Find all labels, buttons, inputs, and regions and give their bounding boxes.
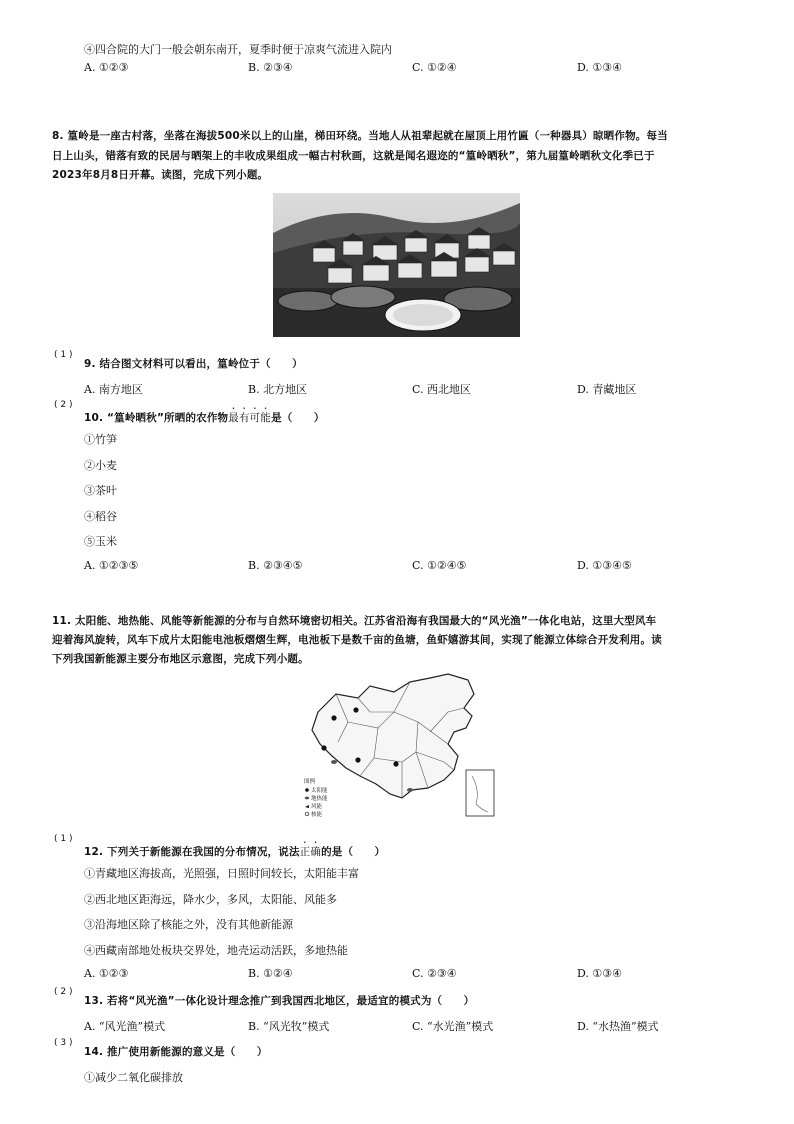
q9-option-c: C. 西北地区	[412, 383, 472, 396]
geothermal-marker	[407, 788, 413, 792]
legend-nuclear: 核能	[311, 812, 323, 818]
q13-stem: 13. 若将“风光渔”一体化设计理念推广到我国西北地区，最适宜的模式为（ ）	[84, 995, 475, 1007]
q10-item-1: ①竹笋	[84, 433, 117, 446]
q13-option-d: D. “水热渔”模式	[577, 1020, 659, 1033]
q7-item-4: ④四合院的大门一般会朝东南开，夏季时便于凉爽气流进入院内	[84, 43, 392, 56]
q13-option-c: C. “水光渔”模式	[412, 1020, 494, 1033]
q7-option-c: C. ①②④	[412, 61, 457, 74]
q12-option-d: D. ①③④	[577, 967, 623, 980]
q12-sub-index: ( 1 )	[54, 834, 73, 844]
q14-sub-index: ( 3 )	[54, 1038, 73, 1048]
q10-item-2: ②小麦	[84, 459, 117, 472]
q10-sub-index: ( 2 )	[54, 400, 73, 410]
china-new-energy-map	[298, 672, 498, 820]
q12-option-c: C. ②③④	[412, 967, 457, 980]
q14-stem: 14. 推广使用新能源的意义是（ ）	[84, 1046, 268, 1058]
q12-emphasis: 正确	[299, 846, 322, 858]
q8-stem-line-3: 2023年8月8日开幕。读图，完成下列小题。	[52, 169, 269, 181]
q9-sub-index: ( 1 )	[54, 350, 73, 360]
solar-marker	[331, 715, 336, 720]
q10-option-b: B. ②③④⑤	[248, 559, 303, 572]
q10-stem: 10. “篁岭晒秋”所晒的农作物最有可能是（ ）	[84, 412, 325, 424]
q10-emphasis: 最有可能	[228, 412, 272, 424]
q9-option-d: D. 青藏地区	[577, 383, 637, 396]
q7-option-a: A. ①②③	[84, 61, 129, 74]
q12-item-2: ②西北地区距海远，降水少，多风，太阳能、风能多	[84, 893, 337, 906]
q12-item-1: ①青藏地区海拔高，光照强，日照时间较长，太阳能丰富	[84, 867, 359, 880]
solar-marker	[393, 761, 398, 766]
q10-item-4: ④稻谷	[84, 510, 117, 523]
q12-item-4: ④西藏南部地处板块交界处，地壳运动活跃，多地热能	[84, 944, 348, 957]
legend-wind: 风能	[311, 804, 323, 810]
legend-geothermal: 地热能	[311, 796, 328, 802]
q12-option-b: B. ①②④	[248, 967, 293, 980]
q11-stem-line-1: 11. 太阳能、地热能、风能等新能源的分布与自然环境密切相关。江苏省沿海有我国最大的“风光渔”一体化电站，这里大型风车	[52, 615, 657, 627]
q12-option-a: A. ①②③	[84, 967, 129, 980]
q13-option-a: A. “风光渔”模式	[84, 1020, 166, 1033]
q9-option-a: A. 南方地区	[84, 383, 143, 396]
q7-option-d: D. ①③④	[577, 61, 623, 74]
solar-marker	[321, 745, 326, 750]
q13-sub-index: ( 2 )	[54, 987, 73, 997]
legend-title: 图例	[304, 779, 316, 785]
q14-item-1: ①减少二氧化碳排放	[84, 1071, 183, 1084]
q10-option-c: C. ①②④⑤	[412, 559, 467, 572]
q10-option-a: A. ①②③⑤	[84, 559, 139, 572]
q10-item-5: ⑤玉米	[84, 535, 117, 548]
q11-stem-line-2: 迎着海风旋转，风车下成片太阳能电池板熠熠生辉，电池板下是数千亩的鱼塘，鱼虾嬉游其间，实现了能源立体综合开发利用。读	[52, 634, 662, 646]
q10-item-3: ③茶叶	[84, 484, 117, 497]
q8-stem-line-1: 8. 篁岭是一座古村落，坐落在海拔500米以上的山崖，梯田环绕。当地人从祖辈起就在屋顶上用竹匾（一种器具）晾晒作物。每当	[52, 130, 668, 142]
q11-stem-line-3: 下列我国新能源主要分布地区示意图，完成下列小题。	[52, 653, 309, 665]
q9-stem: 9. 结合图文材料可以看出，篁岭位于（ ）	[84, 358, 303, 370]
q10-option-d: D. ①③④⑤	[577, 559, 632, 572]
geothermal-icon	[305, 797, 309, 800]
q12-item-3: ③沿海地区除了核能之外，没有其他新能源	[84, 918, 293, 931]
legend-solar: 太阳能	[311, 788, 328, 794]
q7-option-b: B. ②③④	[248, 61, 293, 74]
geothermal-marker	[331, 760, 337, 764]
solar-icon	[305, 788, 309, 792]
map-legend	[302, 776, 340, 818]
q13-option-b: B. “风光牧”模式	[248, 1020, 330, 1033]
q9-option-b: B. 北方地区	[248, 383, 308, 396]
solar-marker	[355, 757, 360, 762]
q8-stem-line-2: 日上山头，错落有致的民居与晒架上的丰收成果组成一幅古村秋画，这就是闻名遐迩的“篁岭晒秋”，第九届篁岭晒秋文化季已于	[52, 150, 655, 162]
solar-marker	[353, 707, 358, 712]
village-photo	[273, 193, 520, 337]
q12-stem: 12. 下列关于新能源在我国的分布情况，说法正确的是（ ）	[84, 846, 386, 858]
south-china-sea-inset	[466, 770, 494, 816]
